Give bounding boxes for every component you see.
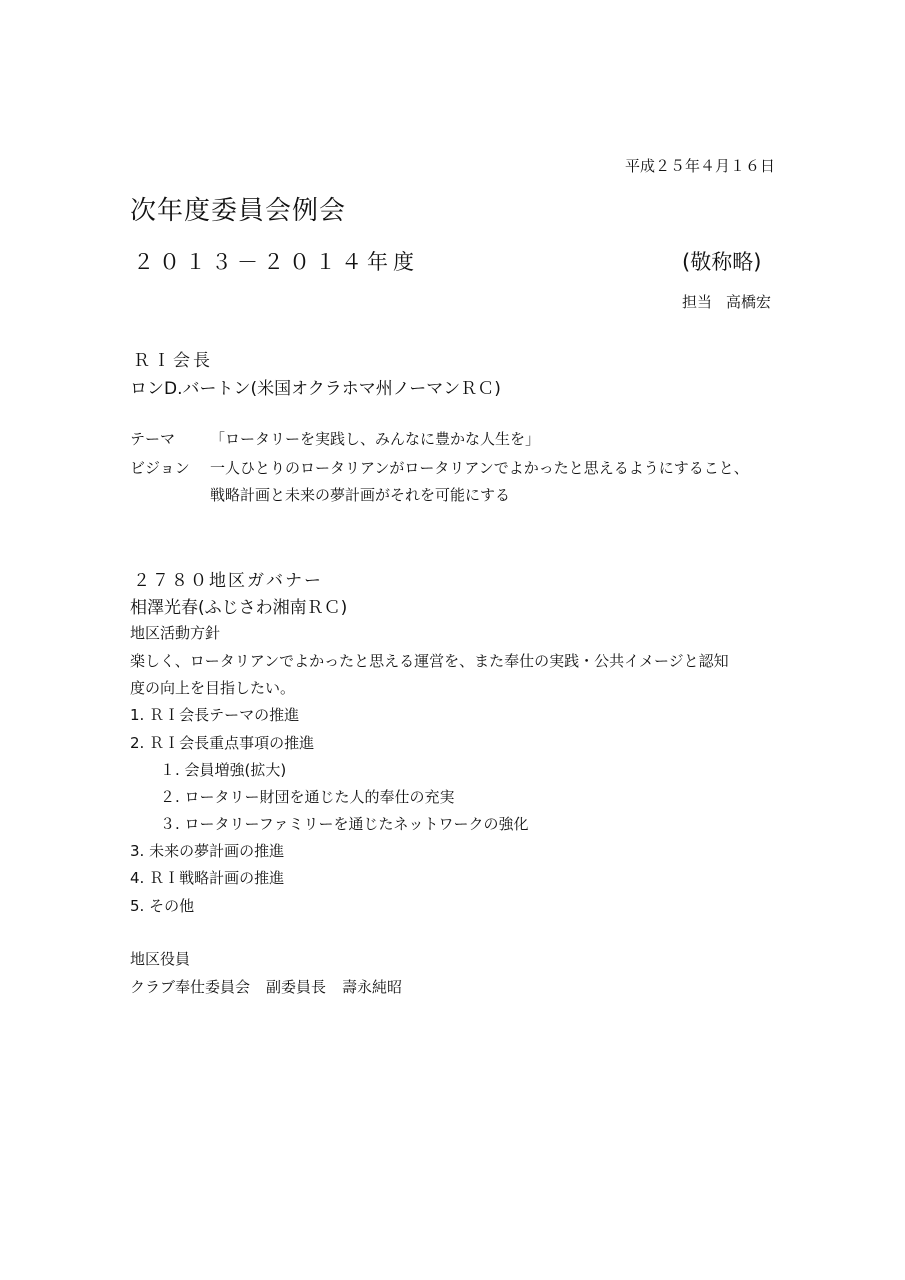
ri-president-name: ロンD.バートン(米国オクラホマ州ノーマンＲＣ) xyxy=(130,379,501,399)
list-item: 5. その他 xyxy=(130,897,195,915)
fiscal-year: ２０１３－２０１４年度 xyxy=(133,250,419,274)
policy-text-line2: 度の向上を目指したい。 xyxy=(130,679,296,697)
officer-committee: クラブ奉仕委員会 xyxy=(130,978,251,996)
sub-list-item: ３. ロータリーファミリーを通じたネットワークの強化 xyxy=(160,815,529,833)
author-name: 高橋宏 xyxy=(726,293,772,311)
sub-list-item: １. 会員増強(拡大) xyxy=(160,761,287,779)
list-item: 3. 未来の夢計画の推進 xyxy=(130,842,285,860)
document-date: 平成２５年４月１６日 xyxy=(624,157,775,175)
author-role: 担当 xyxy=(682,293,713,311)
officer-position: 副委員長 xyxy=(266,978,327,996)
vision-label: ビジョン xyxy=(130,459,190,477)
policy-text-line1: 楽しく、ロータリアンでよかったと思える運営を、また奉仕の実践・公共イメージと認知 xyxy=(130,652,729,670)
ri-president-title: ＲＩ会長 xyxy=(133,351,213,371)
district-governor-title: ２７８０地区ガバナー xyxy=(133,571,323,591)
author-line xyxy=(682,291,785,312)
officers-heading: 地区役員 xyxy=(130,950,191,968)
theme-label: テーマ xyxy=(130,430,176,448)
district-governor-name: 相澤光春(ふじさわ湘南ＲＣ) xyxy=(130,598,348,618)
officer-name: 壽永純昭 xyxy=(342,978,403,996)
list-item: 1. ＲＩ会長テーマの推進 xyxy=(130,706,300,724)
list-item: 4. ＲＩ戦略計画の推進 xyxy=(130,869,285,887)
list-item: 2. ＲＩ会長重点事項の推進 xyxy=(130,734,315,752)
officer-entry xyxy=(130,976,418,997)
policy-heading: 地区活動方針 xyxy=(130,624,221,642)
sub-list-item: ２. ロータリー財団を通じた人的奉仕の充実 xyxy=(160,788,455,806)
theme-text: 「ロータリーを実践し、みんなに豊かな人生を」 xyxy=(210,430,541,448)
document-title: 次年度委員会例会 xyxy=(130,196,347,226)
vision-text-line2: 戦略計画と未来の夢計画がそれを可能にする xyxy=(210,486,511,504)
honorific-note: (敬称略) xyxy=(682,250,762,274)
vision-text-line1: 一人ひとりのロータリアンがロータリアンでよかったと思えるようにすること、 xyxy=(210,459,749,477)
